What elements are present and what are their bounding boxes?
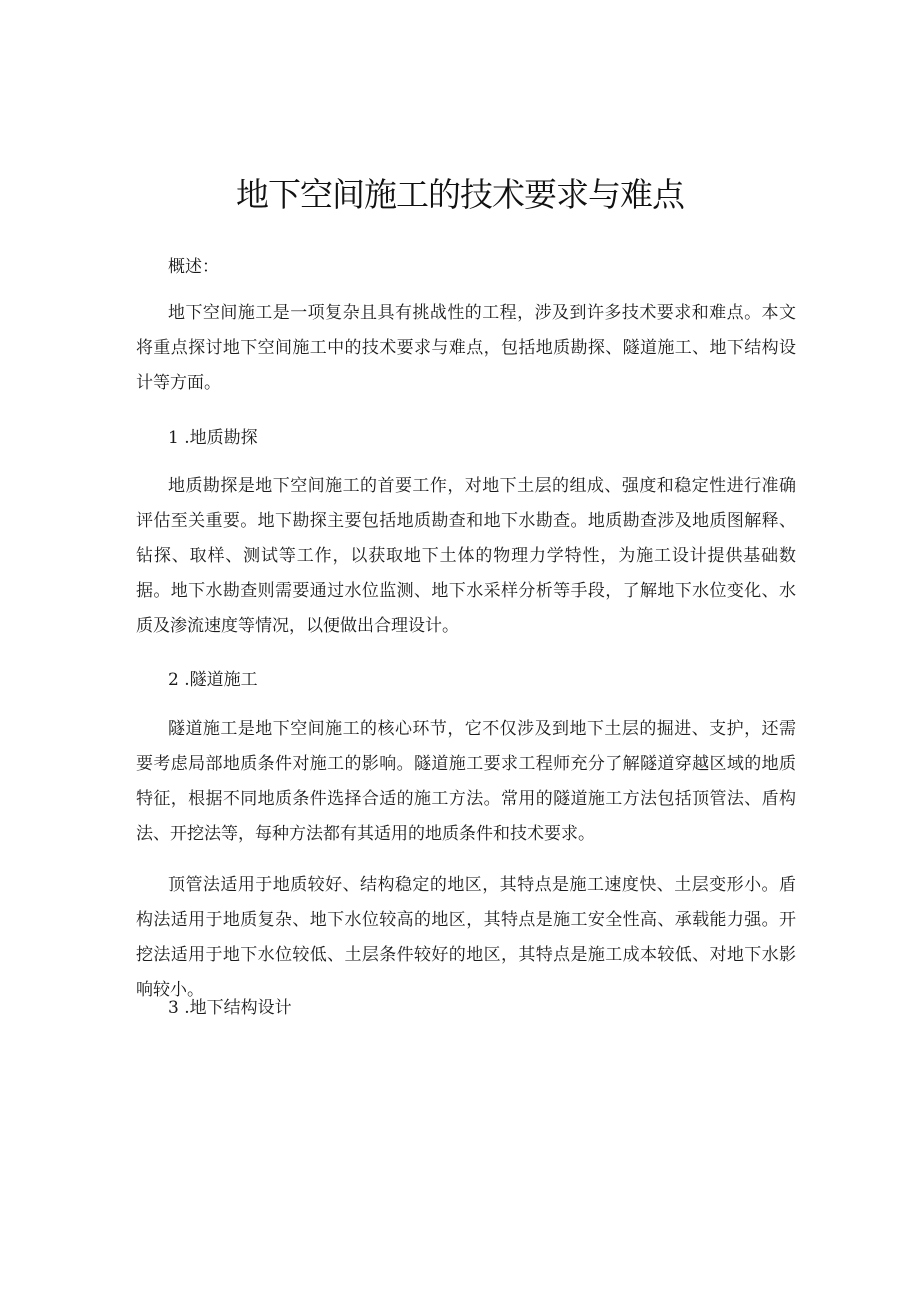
overview-label: 概述： — [168, 257, 219, 277]
section-heading-tunnel: 2 .隧道施工 — [168, 670, 258, 690]
section-heading-structure: 3 .地下结构设计 — [168, 998, 292, 1018]
intro-paragraph: 地下空间施工是一项复杂且具有挑战性的工程，涉及到许多技术要求和难点。本文将重点探讨地下空间施工中的技术要求与难点，包括地质勘探、隧道施工、地下结构设计等方面。 — [136, 303, 796, 393]
paragraph-tunnel-1: 隧道施工是地下空间施工的核心环节，它不仅涉及到地下土层的掘进、支护，还需要考虑局部地质条件对施工的影响。隧道施工要求工程师充分了解隧道穿越区域的地质特征，根据不同地质条件选择合适的施工方法。常用的隧道施工方法包括顶管法、盾构法、开挖法等，每种方法都有其适用的地质条件和技术要求。 — [136, 719, 796, 844]
paragraph-tunnel-2: 顶管法适用于地质较好、结构稳定的地区，其特点是施工速度快、土层变形小。盾构法适用于地质复杂、地下水位较高的地区，其特点是施工安全性高、承载能力强。开挖法适用于地下水位较低、土层条件较好的地区，其特点是施工成本较低、对地下水影响较小。 — [136, 875, 796, 1000]
paragraph-geology: 地质勘探是地下空间施工的首要工作，对地下土层的组成、强度和稳定性进行准确评估至关重要。地下勘探主要包括地质勘查和地下水勘查。地质勘查涉及地质图解释、钻探、取样、测试等工作，以获取地下土体的物理力学特性，为施工设计提供基础数据。地下水勘查则需要通过水位监测、地下水采样分析等手段，了解地下水位变化、水质及渗流速度等情况，以便做出合理设计。 — [136, 476, 796, 636]
section-heading-geology: 1 .地质勘探 — [168, 428, 258, 448]
document-title: 地下空间施工的技术要求与难点 — [236, 175, 684, 214]
